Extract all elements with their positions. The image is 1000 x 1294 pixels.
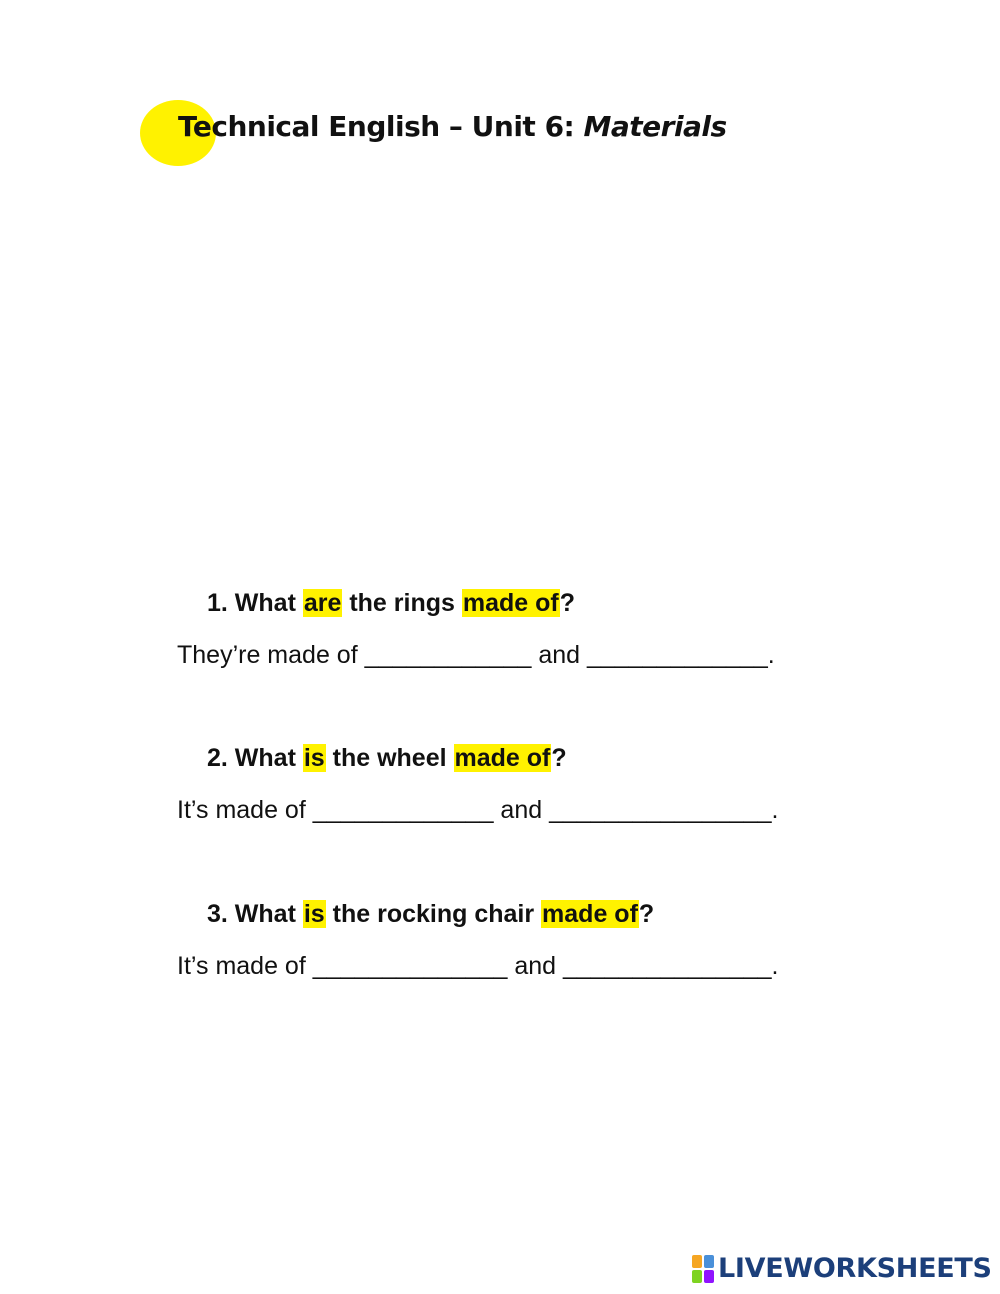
question-2-start: 2. What bbox=[207, 744, 303, 772]
answer-1[interactable]: They’re made of ____________ and _____________. bbox=[177, 641, 775, 669]
question-1-end: ? bbox=[559, 589, 575, 617]
liveworksheets-logo-icon bbox=[692, 1255, 714, 1283]
answer-3[interactable]: It’s made of ______________ and _______________. bbox=[177, 952, 779, 980]
title-subject: Materials bbox=[583, 110, 727, 143]
question-3 bbox=[207, 895, 654, 933]
question-1 bbox=[207, 584, 575, 622]
question-2-middle: the wheel bbox=[325, 744, 454, 772]
question-3-middle: the rocking chair bbox=[325, 900, 542, 928]
question-2 bbox=[207, 739, 567, 777]
question-3-made-of-highlight: made of bbox=[542, 900, 638, 928]
title-main: Technical English – Unit 6: bbox=[178, 110, 584, 143]
question-3-verb-highlight: is bbox=[303, 900, 325, 928]
question-1-made-of-highlight: made of bbox=[462, 589, 559, 617]
question-1-middle: the rings bbox=[342, 589, 462, 617]
question-2-end: ? bbox=[551, 744, 567, 772]
liveworksheets-brand[interactable] bbox=[692, 1253, 992, 1284]
answer-2[interactable]: It’s made of _____________ and ________________. bbox=[177, 796, 779, 824]
page-title bbox=[178, 110, 727, 143]
question-2-verb-highlight: is bbox=[303, 744, 325, 772]
question-1-verb-highlight: are bbox=[303, 589, 342, 617]
question-3-end: ? bbox=[638, 900, 655, 928]
question-1-start: 1. What bbox=[207, 589, 303, 617]
question-3-start: 3. What bbox=[207, 900, 303, 928]
brand-name: LIVEWORKSHEETS bbox=[718, 1253, 992, 1284]
question-2-made-of-highlight: made of bbox=[454, 744, 551, 772]
